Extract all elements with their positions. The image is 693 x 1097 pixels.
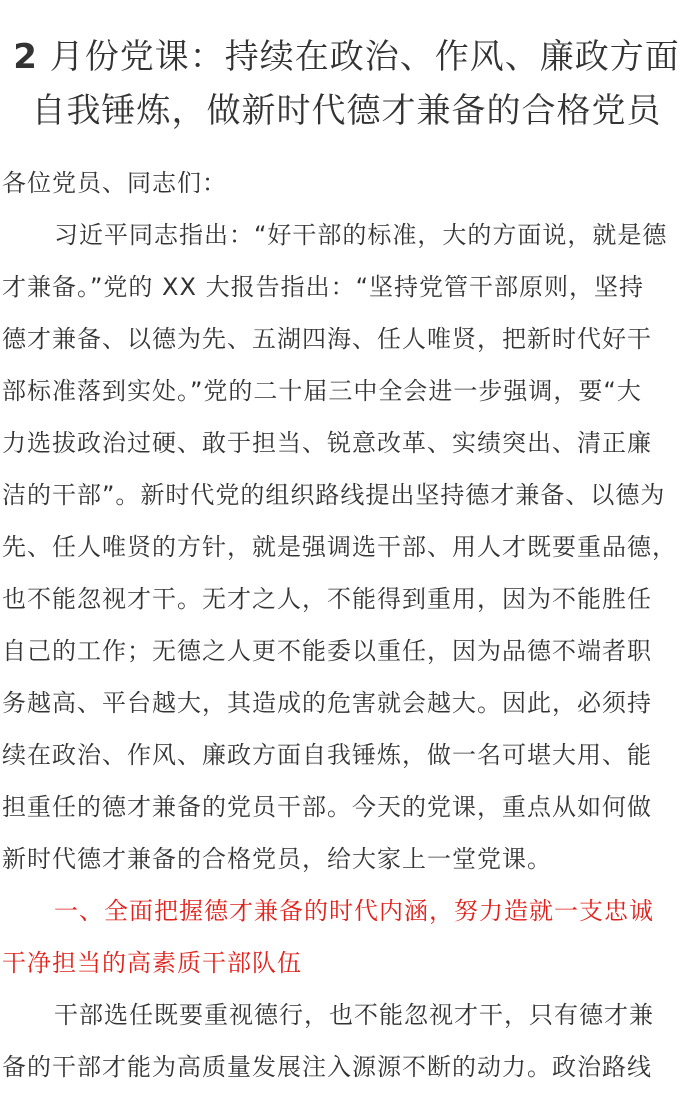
paragraph-line: 才兼备。”党的 XX 大报告指出：“坚持党管干部原则，坚持 xyxy=(2,273,645,301)
paragraph-line: 干部选任既要重视德行，也不能忽视才干，只有德才兼 xyxy=(54,1001,654,1029)
paragraph-line: 备的干部才能为高质量发展注入源源不断的动力。政治路线 xyxy=(2,1053,652,1081)
paragraph-line: 续在政治、作风、廉政方面自我锤炼，做一名可堪大用、能 xyxy=(2,741,652,769)
paragraph-line: 洁的干部”。新时代党的组织路线提出坚持德才兼备、以德为 xyxy=(2,481,666,509)
paragraph-line: 部标准落到实处。”党的二十届三中全会进一步强调，要“大 xyxy=(2,377,642,405)
section-1-heading xyxy=(2,885,691,989)
paragraph-line: 新时代德才兼备的合格党员，给大家上一堂党课。 xyxy=(2,845,552,873)
paragraph-line: 先、任人唯贤的方针，就是强调选干部、用人才既要重品德， xyxy=(2,533,677,561)
paragraph-line: 力选拔政治过硬、敢于担当、锐意改革、实绩突出、清正廉 xyxy=(2,429,652,457)
paragraph-line: 习近平同志指出：“好干部的标准，大的方面说，就是德 xyxy=(54,221,668,249)
paragraph-line: 也不能忽视才干。无才之人，不能得到重用，因为不能胜任 xyxy=(2,585,652,613)
paragraph-line: 担重任的德才兼备的党员干部。今天的党课，重点从如何做 xyxy=(2,793,652,821)
paragraph-2 xyxy=(2,989,691,1093)
paragraph-line: 务越高、平台越大，其造成的危害就会越大。因此，必须持 xyxy=(2,689,652,717)
title-line-1-text: 月份党课：持续在政治、作风、廉政方面 xyxy=(37,37,680,77)
paragraph-line: 自己的工作；无德之人更不能委以重任，因为品德不端者职 xyxy=(2,637,652,665)
salutation xyxy=(2,157,691,209)
title-month-number: 2 xyxy=(13,37,38,77)
section-heading-line: 一、全面把握德才兼备的时代内涵，努力造就一支忠诚 xyxy=(54,897,654,925)
section-heading-line: 干净担当的高素质干部队伍 xyxy=(2,949,302,977)
title-line-2: 自我锤炼，做新时代德才兼备的合格党员 xyxy=(31,91,662,131)
paragraph-1 xyxy=(2,209,691,885)
salutation-text: 各位党员、同志们： xyxy=(2,169,227,197)
document-body xyxy=(2,157,691,1093)
paragraph-line: 德才兼备、以德为先、五湖四海、任人唯贤，把新时代好干 xyxy=(2,325,652,353)
title-line-1 xyxy=(0,30,693,84)
document-title xyxy=(0,0,693,138)
